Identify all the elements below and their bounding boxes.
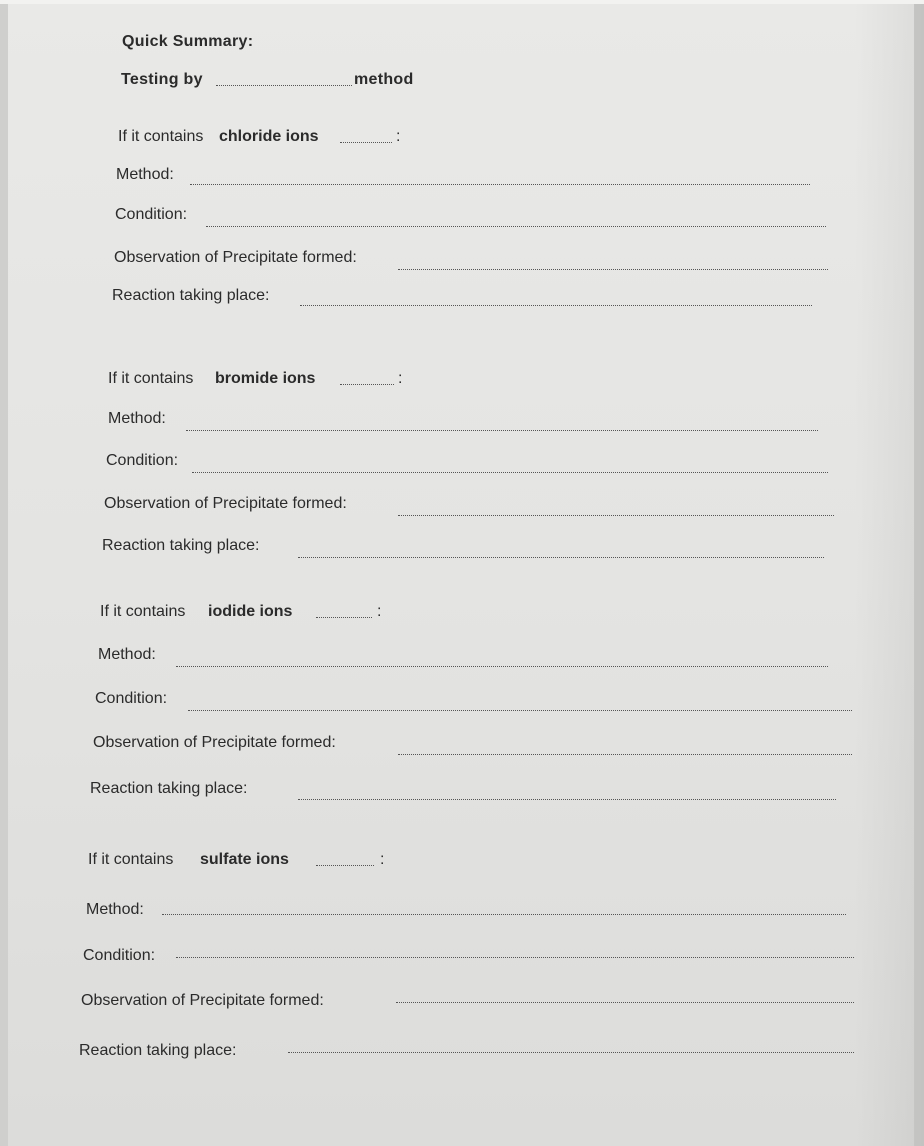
ion-name-chloride: chloride ions (219, 128, 319, 145)
sulfate-observation-blank[interactable] (396, 1002, 854, 1003)
bromide-condition-line (0, 449, 924, 473)
colon: : (380, 851, 385, 868)
observation-label: Observation of Precipitate formed: (93, 734, 336, 751)
bromide-observation-line (0, 492, 924, 516)
testing-prefix: Testing by (121, 71, 203, 88)
bromide-blank[interactable] (340, 384, 394, 385)
sulfate-reaction-blank[interactable] (288, 1052, 854, 1053)
iodide-observation-blank[interactable] (398, 754, 852, 755)
testing-suffix: method (354, 71, 414, 88)
iodide-method-line (0, 643, 924, 667)
chloride-observation-blank[interactable] (398, 269, 828, 270)
section-chloride-heading (0, 125, 924, 149)
method-label: Method: (86, 901, 144, 918)
iodide-observation-line (0, 731, 924, 755)
sulfate-blank[interactable] (316, 865, 374, 866)
reaction-label: Reaction taking place: (90, 780, 248, 797)
chloride-condition-blank[interactable] (206, 226, 826, 227)
testing-blank[interactable] (216, 85, 352, 86)
chloride-reaction-line (0, 284, 924, 308)
bromide-reaction-blank[interactable] (298, 557, 824, 558)
colon: : (377, 603, 382, 620)
summary-title: Quick Summary: (122, 33, 254, 50)
condition-label: Condition: (95, 690, 168, 707)
ion-name-iodide: iodide ions (208, 603, 293, 620)
bromide-observation-blank[interactable] (398, 515, 834, 516)
iodide-blank[interactable] (316, 617, 372, 618)
iodide-condition-blank[interactable] (188, 710, 852, 711)
iodide-reaction-blank[interactable] (298, 799, 836, 800)
if-prefix: If it contains (118, 128, 204, 145)
method-label: Method: (98, 646, 156, 663)
testing-method-line (0, 68, 924, 92)
sulfate-condition-blank[interactable] (176, 957, 854, 958)
iodide-condition-line (0, 687, 924, 711)
ion-name-sulfate: sulfate ions (200, 851, 289, 868)
observation-label: Observation of Precipitate formed: (81, 992, 324, 1009)
observation-label: Observation of Precipitate formed: (104, 495, 347, 512)
condition-label: Condition: (106, 452, 179, 469)
bromide-method-blank[interactable] (186, 430, 818, 431)
chloride-condition-line (0, 203, 924, 227)
if-prefix: If it contains (88, 851, 174, 868)
page-top-edge (0, 0, 924, 4)
chloride-reaction-blank[interactable] (300, 305, 812, 306)
reaction-label: Reaction taking place: (112, 287, 270, 304)
colon: : (396, 128, 401, 145)
chloride-observation-line (0, 246, 924, 270)
sulfate-observation-line (0, 989, 924, 1013)
if-prefix: If it contains (108, 370, 194, 387)
sulfate-condition-line (0, 944, 924, 968)
sulfate-method-line (0, 898, 924, 922)
iodide-reaction-line (0, 777, 924, 801)
method-label: Method: (116, 166, 174, 183)
colon: : (398, 370, 403, 387)
section-iodide-heading (0, 600, 924, 624)
reaction-label: Reaction taking place: (102, 537, 260, 554)
method-label: Method: (108, 410, 166, 427)
sulfate-reaction-line (0, 1039, 924, 1063)
observation-label: Observation of Precipitate formed: (114, 249, 357, 266)
bromide-condition-blank[interactable] (192, 472, 828, 473)
section-sulfate-heading (0, 848, 924, 872)
ion-name-bromide: bromide ions (215, 370, 316, 387)
bromide-method-line (0, 407, 924, 431)
sulfate-method-blank[interactable] (162, 914, 846, 915)
chloride-method-blank[interactable] (190, 184, 810, 185)
reaction-label: Reaction taking place: (79, 1042, 237, 1059)
iodide-method-blank[interactable] (176, 666, 828, 667)
summary-title-line (0, 30, 924, 54)
chloride-blank[interactable] (340, 142, 392, 143)
bromide-reaction-line (0, 534, 924, 558)
if-prefix: If it contains (100, 603, 186, 620)
chloride-method-line (0, 163, 924, 187)
section-bromide-heading (0, 367, 924, 391)
condition-label: Condition: (115, 206, 188, 223)
condition-label: Condition: (83, 947, 156, 964)
